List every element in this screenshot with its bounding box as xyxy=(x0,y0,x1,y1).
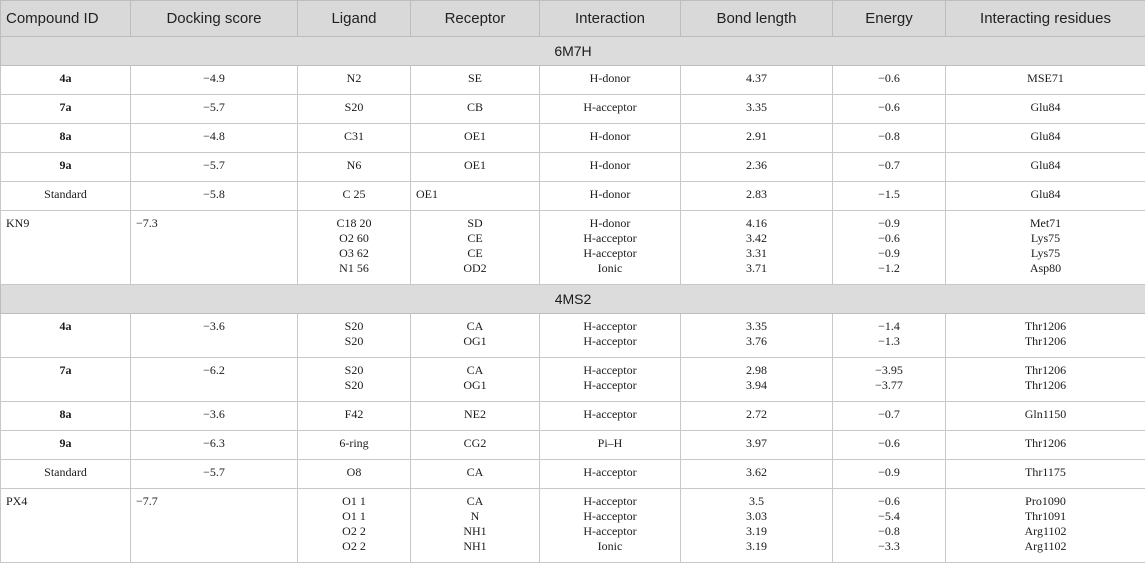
interaction-value: H-acceptor xyxy=(544,363,676,378)
energy-cell xyxy=(833,182,946,211)
energy-value: −0.6 xyxy=(837,231,941,246)
receptor-value: N xyxy=(415,509,535,524)
receptor-value: OE1 xyxy=(416,187,535,202)
interaction-value: H-acceptor xyxy=(544,100,676,115)
interacting-residues-cell xyxy=(946,402,1145,431)
interaction-cell xyxy=(540,66,681,95)
bond-length-cell xyxy=(681,431,833,460)
header-bond-length: Bond length xyxy=(681,1,833,37)
ligand-value: C 25 xyxy=(302,187,406,202)
energy-value: −1.4 xyxy=(837,319,941,334)
bond-length-cell xyxy=(681,314,833,358)
compound-id-value: Standard xyxy=(44,187,87,201)
section-title: 4MS2 xyxy=(1,285,1145,314)
receptor-value: NH1 xyxy=(415,539,535,554)
bond-length-cell xyxy=(681,211,833,285)
compound-id-value: 8a xyxy=(60,407,72,421)
bond-length-value: 3.35 xyxy=(685,319,828,334)
energy-cell xyxy=(833,402,946,431)
energy-cell xyxy=(833,95,946,124)
table-row xyxy=(1,211,1145,285)
energy-value: −1.3 xyxy=(837,334,941,349)
header-interacting-residues: Interacting residues xyxy=(946,1,1145,37)
energy-value: −1.5 xyxy=(837,187,941,202)
docking-score-value: −6.2 xyxy=(203,363,225,377)
receptor-value: CE xyxy=(415,231,535,246)
table-row xyxy=(1,402,1145,431)
energy-value: −0.9 xyxy=(837,465,941,480)
ligand-value: O2 60 xyxy=(302,231,406,246)
receptor-value: SD xyxy=(415,216,535,231)
receptor-value: CA xyxy=(415,494,535,509)
interaction-value: H-acceptor xyxy=(544,407,676,422)
table-row xyxy=(1,182,1145,211)
receptor-value: CE xyxy=(415,246,535,261)
docking-score-value: −7.3 xyxy=(136,216,158,230)
bond-length-value: 3.71 xyxy=(685,261,828,276)
compound-id-value: 8a xyxy=(60,129,72,143)
energy-value: −0.6 xyxy=(837,100,941,115)
ligand-cell xyxy=(298,402,411,431)
receptor-value: NH1 xyxy=(415,524,535,539)
receptor-cell xyxy=(411,431,540,460)
receptor-value: SE xyxy=(415,71,535,86)
receptor-cell xyxy=(411,66,540,95)
interaction-cell xyxy=(540,153,681,182)
compound-id-cell xyxy=(1,211,131,285)
interaction-cell xyxy=(540,431,681,460)
energy-cell xyxy=(833,358,946,402)
docking-score-cell xyxy=(131,153,298,182)
bond-length-value: 3.19 xyxy=(685,524,828,539)
ligand-value: N2 xyxy=(302,71,406,86)
energy-value: −0.6 xyxy=(837,436,941,451)
bond-length-cell xyxy=(681,182,833,211)
section-row xyxy=(1,37,1145,66)
ligand-cell xyxy=(298,489,411,563)
receptor-cell xyxy=(411,402,540,431)
header-row xyxy=(1,1,1145,37)
compound-id-cell xyxy=(1,402,131,431)
receptor-cell xyxy=(411,314,540,358)
ligand-value: O2 2 xyxy=(302,539,406,554)
compound-id-cell xyxy=(1,124,131,153)
ligand-value: S20 xyxy=(302,100,406,115)
bond-length-value: 3.03 xyxy=(685,509,828,524)
interaction-value: H-acceptor xyxy=(544,494,676,509)
docking-score-value: −5.8 xyxy=(203,187,225,201)
compound-id-value: KN9 xyxy=(6,216,29,230)
docking-score-value: −5.7 xyxy=(203,100,225,114)
ligand-cell xyxy=(298,95,411,124)
interaction-value: H-acceptor xyxy=(544,378,676,393)
interaction-value: H-acceptor xyxy=(544,334,676,349)
interacting-residues-value: Glu84 xyxy=(950,158,1141,173)
energy-cell xyxy=(833,489,946,563)
energy-value: −1.2 xyxy=(837,261,941,276)
interacting-residues-value: Thr1206 xyxy=(950,319,1141,334)
ligand-value: C18 20 xyxy=(302,216,406,231)
compound-id-cell xyxy=(1,95,131,124)
ligand-value: N1 56 xyxy=(302,261,406,276)
ligand-cell xyxy=(298,153,411,182)
energy-value: −3.95 xyxy=(837,363,941,378)
ligand-cell xyxy=(298,211,411,285)
table-row xyxy=(1,95,1145,124)
interaction-value: H-acceptor xyxy=(544,246,676,261)
bond-length-value: 2.72 xyxy=(685,407,828,422)
interaction-cell xyxy=(540,460,681,489)
docking-score-value: −3.6 xyxy=(203,319,225,333)
docking-score-value: −5.7 xyxy=(203,465,225,479)
energy-cell xyxy=(833,153,946,182)
table-row xyxy=(1,489,1145,563)
interaction-value: H-donor xyxy=(544,216,676,231)
compound-id-cell xyxy=(1,182,131,211)
ligand-value: O8 xyxy=(302,465,406,480)
energy-value: −5.4 xyxy=(837,509,941,524)
docking-score-cell xyxy=(131,182,298,211)
interaction-value: H-acceptor xyxy=(544,319,676,334)
energy-value: −0.9 xyxy=(837,216,941,231)
bond-length-value: 2.98 xyxy=(685,363,828,378)
ligand-value: N6 xyxy=(302,158,406,173)
interaction-cell xyxy=(540,314,681,358)
interaction-value: H-acceptor xyxy=(544,465,676,480)
bond-length-value: 3.76 xyxy=(685,334,828,349)
interacting-residues-value: Thr1091 xyxy=(950,509,1141,524)
interacting-residues-cell xyxy=(946,460,1145,489)
bond-length-cell xyxy=(681,95,833,124)
docking-score-cell xyxy=(131,124,298,153)
bond-length-value: 4.37 xyxy=(685,71,828,86)
compound-id-cell xyxy=(1,66,131,95)
energy-cell xyxy=(833,431,946,460)
bond-length-cell xyxy=(681,358,833,402)
bond-length-value: 3.19 xyxy=(685,539,828,554)
compound-id-cell xyxy=(1,358,131,402)
receptor-cell xyxy=(411,358,540,402)
ligand-value: O3 62 xyxy=(302,246,406,261)
receptor-cell xyxy=(411,124,540,153)
interaction-value: H-donor xyxy=(544,187,676,202)
docking-score-value: −5.7 xyxy=(203,158,225,172)
table-row xyxy=(1,66,1145,95)
compound-id-value: Standard xyxy=(44,465,87,479)
bond-length-value: 2.36 xyxy=(685,158,828,173)
energy-value: −0.7 xyxy=(837,158,941,173)
compound-id-value: 4a xyxy=(60,71,72,85)
bond-length-value: 2.83 xyxy=(685,187,828,202)
interacting-residues-cell xyxy=(946,124,1145,153)
compound-id-cell xyxy=(1,153,131,182)
compound-id-value: 7a xyxy=(60,363,72,377)
energy-value: −0.6 xyxy=(837,494,941,509)
receptor-value: CG2 xyxy=(415,436,535,451)
interacting-residues-value: Thr1206 xyxy=(950,363,1141,378)
ligand-cell xyxy=(298,431,411,460)
section-row xyxy=(1,285,1145,314)
header-compound-id: Compound ID xyxy=(1,1,131,37)
interacting-residues-value: Glu84 xyxy=(950,129,1141,144)
interaction-cell xyxy=(540,211,681,285)
interacting-residues-cell xyxy=(946,314,1145,358)
receptor-value: OG1 xyxy=(415,378,535,393)
bond-length-cell xyxy=(681,460,833,489)
bond-length-value: 2.91 xyxy=(685,129,828,144)
receptor-value: OE1 xyxy=(415,158,535,173)
receptor-value: CA xyxy=(415,363,535,378)
interaction-value: H-donor xyxy=(544,71,676,86)
bond-length-value: 3.31 xyxy=(685,246,828,261)
receptor-value: CA xyxy=(415,319,535,334)
interacting-residues-cell xyxy=(946,211,1145,285)
compound-id-value: 9a xyxy=(60,436,72,450)
energy-value: −0.6 xyxy=(837,71,941,86)
receptor-value: OG1 xyxy=(415,334,535,349)
table-row xyxy=(1,358,1145,402)
interacting-residues-value: Lys75 xyxy=(950,231,1141,246)
interacting-residues-value: Met71 xyxy=(950,216,1141,231)
interacting-residues-value: Thr1206 xyxy=(950,334,1141,349)
compound-id-value: 7a xyxy=(60,100,72,114)
ligand-value: S20 xyxy=(302,319,406,334)
bond-length-cell xyxy=(681,124,833,153)
bond-length-cell xyxy=(681,66,833,95)
interacting-residues-value: Thr1175 xyxy=(950,465,1141,480)
interacting-residues-value: Arg1102 xyxy=(950,539,1141,554)
ligand-cell xyxy=(298,358,411,402)
energy-value: −0.9 xyxy=(837,246,941,261)
bond-length-cell xyxy=(681,153,833,182)
interacting-residues-value: Arg1102 xyxy=(950,524,1141,539)
interaction-value: H-donor xyxy=(544,158,676,173)
bond-length-cell xyxy=(681,489,833,563)
ligand-cell xyxy=(298,182,411,211)
interaction-value: Ionic xyxy=(544,539,676,554)
interacting-residues-cell xyxy=(946,182,1145,211)
receptor-value: OE1 xyxy=(415,129,535,144)
interaction-value: H-acceptor xyxy=(544,524,676,539)
compound-id-cell xyxy=(1,489,131,563)
header-ligand: Ligand xyxy=(298,1,411,37)
bond-length-value: 3.94 xyxy=(685,378,828,393)
ligand-value: 6-ring xyxy=(302,436,406,451)
compound-id-cell xyxy=(1,431,131,460)
interaction-cell xyxy=(540,402,681,431)
bond-length-value: 3.97 xyxy=(685,436,828,451)
interacting-residues-value: Thr1206 xyxy=(950,436,1141,451)
interaction-cell xyxy=(540,358,681,402)
compound-id-cell xyxy=(1,314,131,358)
interacting-residues-value: Asp80 xyxy=(950,261,1141,276)
ligand-value: S20 xyxy=(302,363,406,378)
docking-score-value: −7.7 xyxy=(136,494,158,508)
ligand-value: C31 xyxy=(302,129,406,144)
docking-score-cell xyxy=(131,460,298,489)
docking-score-cell xyxy=(131,431,298,460)
docking-score-cell xyxy=(131,314,298,358)
interacting-residues-cell xyxy=(946,153,1145,182)
interacting-residues-value: Glu84 xyxy=(950,100,1141,115)
receptor-value: NE2 xyxy=(415,407,535,422)
docking-score-value: −4.9 xyxy=(203,71,225,85)
interacting-residues-value: Lys75 xyxy=(950,246,1141,261)
ligand-value: F42 xyxy=(302,407,406,422)
interaction-value: H-acceptor xyxy=(544,509,676,524)
ligand-value: O1 1 xyxy=(302,509,406,524)
receptor-value: CA xyxy=(415,465,535,480)
interacting-residues-value: Gln1150 xyxy=(950,407,1141,422)
compound-id-value: 4a xyxy=(60,319,72,333)
interaction-value: H-donor xyxy=(544,129,676,144)
energy-value: −0.8 xyxy=(837,524,941,539)
interaction-cell xyxy=(540,489,681,563)
table-row xyxy=(1,153,1145,182)
bond-length-cell xyxy=(681,402,833,431)
energy-value: −0.7 xyxy=(837,407,941,422)
compound-id-cell xyxy=(1,460,131,489)
interacting-residues-value: MSE71 xyxy=(950,71,1141,86)
table-row xyxy=(1,460,1145,489)
interacting-residues-cell xyxy=(946,66,1145,95)
compound-id-value: PX4 xyxy=(6,494,27,508)
receptor-value: CB xyxy=(415,100,535,115)
table-row xyxy=(1,314,1145,358)
bond-length-value: 3.42 xyxy=(685,231,828,246)
ligand-cell xyxy=(298,314,411,358)
interaction-value: H-acceptor xyxy=(544,231,676,246)
interacting-residues-value: Thr1206 xyxy=(950,378,1141,393)
docking-score-value: −6.3 xyxy=(203,436,225,450)
interacting-residues-value: Glu84 xyxy=(950,187,1141,202)
docking-score-cell xyxy=(131,66,298,95)
interacting-residues-cell xyxy=(946,358,1145,402)
interaction-cell xyxy=(540,124,681,153)
ligand-value: O2 2 xyxy=(302,524,406,539)
energy-value: −0.8 xyxy=(837,129,941,144)
docking-score-cell xyxy=(131,211,298,285)
energy-value: −3.77 xyxy=(837,378,941,393)
docking-score-cell xyxy=(131,95,298,124)
ligand-value: O1 1 xyxy=(302,494,406,509)
header-interaction: Interaction xyxy=(540,1,681,37)
docking-score-cell xyxy=(131,358,298,402)
ligand-cell xyxy=(298,124,411,153)
interacting-residues-value: Pro1090 xyxy=(950,494,1141,509)
table-body xyxy=(1,37,1145,563)
section-title: 6M7H xyxy=(1,37,1145,66)
bond-length-value: 3.35 xyxy=(685,100,828,115)
receptor-cell xyxy=(411,95,540,124)
interacting-residues-cell xyxy=(946,95,1145,124)
energy-cell xyxy=(833,314,946,358)
receptor-value: OD2 xyxy=(415,261,535,276)
interaction-value: Ionic xyxy=(544,261,676,276)
energy-cell xyxy=(833,124,946,153)
header-receptor: Receptor xyxy=(411,1,540,37)
bond-length-value: 3.62 xyxy=(685,465,828,480)
receptor-cell xyxy=(411,182,540,211)
energy-cell xyxy=(833,460,946,489)
bond-length-value: 3.5 xyxy=(685,494,828,509)
header-docking-score: Docking score xyxy=(131,1,298,37)
interacting-residues-cell xyxy=(946,431,1145,460)
interaction-cell xyxy=(540,182,681,211)
header-energy: Energy xyxy=(833,1,946,37)
bond-length-value: 4.16 xyxy=(685,216,828,231)
receptor-cell xyxy=(411,211,540,285)
ligand-cell xyxy=(298,66,411,95)
docking-score-cell xyxy=(131,402,298,431)
compound-id-value: 9a xyxy=(60,158,72,172)
docking-score-value: −4.8 xyxy=(203,129,225,143)
energy-cell xyxy=(833,66,946,95)
interaction-value: Pi–H xyxy=(544,436,676,451)
receptor-cell xyxy=(411,489,540,563)
ligand-value: S20 xyxy=(302,378,406,393)
docking-score-value: −3.6 xyxy=(203,407,225,421)
energy-cell xyxy=(833,211,946,285)
ligand-cell xyxy=(298,460,411,489)
energy-value: −3.3 xyxy=(837,539,941,554)
interaction-cell xyxy=(540,95,681,124)
table-row xyxy=(1,431,1145,460)
docking-score-cell xyxy=(131,489,298,563)
interacting-residues-cell xyxy=(946,489,1145,563)
receptor-cell xyxy=(411,460,540,489)
ligand-value: S20 xyxy=(302,334,406,349)
receptor-cell xyxy=(411,153,540,182)
table-row xyxy=(1,124,1145,153)
